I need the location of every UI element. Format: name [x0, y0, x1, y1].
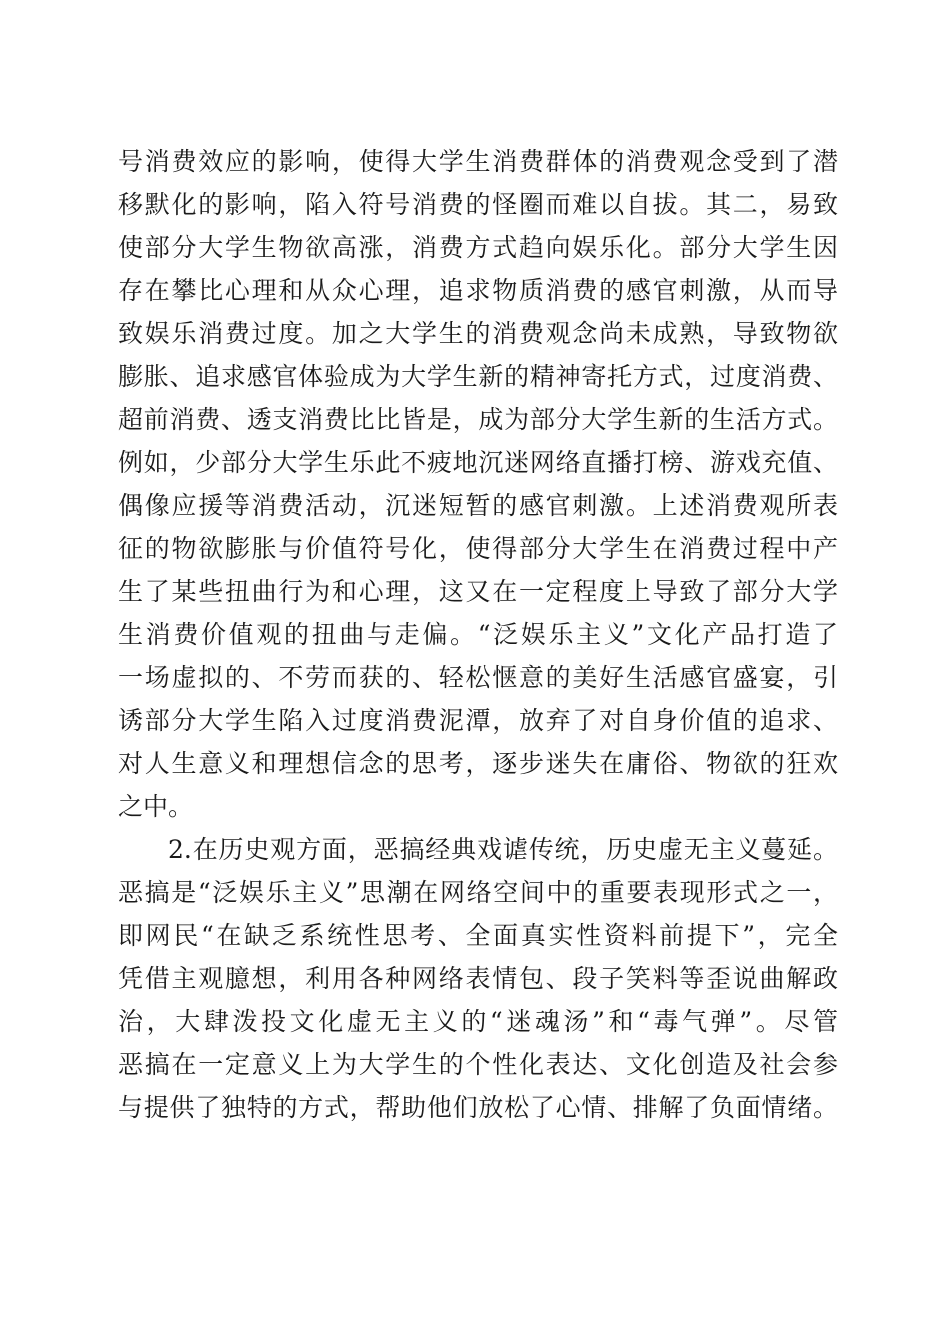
text-line-5: 致娱乐消费过度。加之大学生的消费观念尚未成熟，导致物欲 [118, 319, 838, 348]
text-line-8: 例如，少部分大学生乐此不疲地沉迷网络直播打榜、游戏充值、 [118, 448, 838, 477]
text-line-19: 即网民“在缺乏系统性思考、全面真实性资料前提下”，完全 [118, 921, 838, 950]
text-line-16: 之中。 [118, 792, 194, 821]
text-line-22: 恶搞在一定意义上为大学生的个性化表达、文化创造及社会参 [118, 1050, 838, 1079]
text-line-20: 凭借主观臆想，利用各种网络表情包、段子笑料等歪说曲解政 [118, 964, 838, 993]
text-line-17: 2.在历史观方面，恶搞经典戏谑传统，历史虚无主义蔓延。 [168, 835, 838, 864]
text-line-3: 使部分大学生物欲高涨，消费方式趋向娱乐化。部分大学生因 [118, 233, 838, 262]
text-line-14: 诱部分大学生陷入过度消费泥潭，放弃了对自身价值的追求、 [118, 706, 838, 735]
text-line-15: 对人生意义和理想信念的思考，逐步迷失在庸俗、物欲的狂欢 [118, 749, 838, 778]
text-line-23: 与提供了独特的方式，帮助他们放松了心情、排解了负面情绪。 [118, 1093, 838, 1122]
text-line-11: 生了某些扭曲行为和心理，这又在一定程度上导致了部分大学 [118, 577, 838, 606]
text-line-10: 征的物欲膨胀与价值符号化，使得部分大学生在消费过程中产 [118, 534, 838, 563]
text-line-13: 一场虚拟的、不劳而获的、轻松惬意的美好生活感官盛宴，引 [118, 663, 838, 692]
text-line-1: 号消费效应的影响，使得大学生消费群体的消费观念受到了潜 [118, 147, 838, 176]
text-line-6: 膨胀、追求感官体验成为大学生新的精神寄托方式，过度消费、 [118, 362, 838, 391]
text-line-2: 移默化的影响，陷入符号消费的怪圈而难以自拔。其二，易致 [118, 190, 838, 219]
text-line-7: 超前消费、透支消费比比皆是，成为部分大学生新的生活方式。 [118, 405, 838, 434]
text-line-18: 恶搞是“泛娱乐主义”思潮在网络空间中的重要表现形式之一， [118, 878, 838, 907]
text-line-12: 生消费价值观的扭曲与走偏。“泛娱乐主义”文化产品打造了 [118, 620, 838, 649]
text-line-9: 偶像应援等消费活动，沉迷短暂的感官刺激。上述消费观所表 [118, 491, 838, 520]
text-line-21: 治，大肆泼投文化虚无主义的“迷魂汤”和“毒气弹”。尽管 [118, 1007, 838, 1036]
text-line-4: 存在攀比心理和从众心理，追求物质消费的感官刺激，从而导 [118, 276, 838, 305]
